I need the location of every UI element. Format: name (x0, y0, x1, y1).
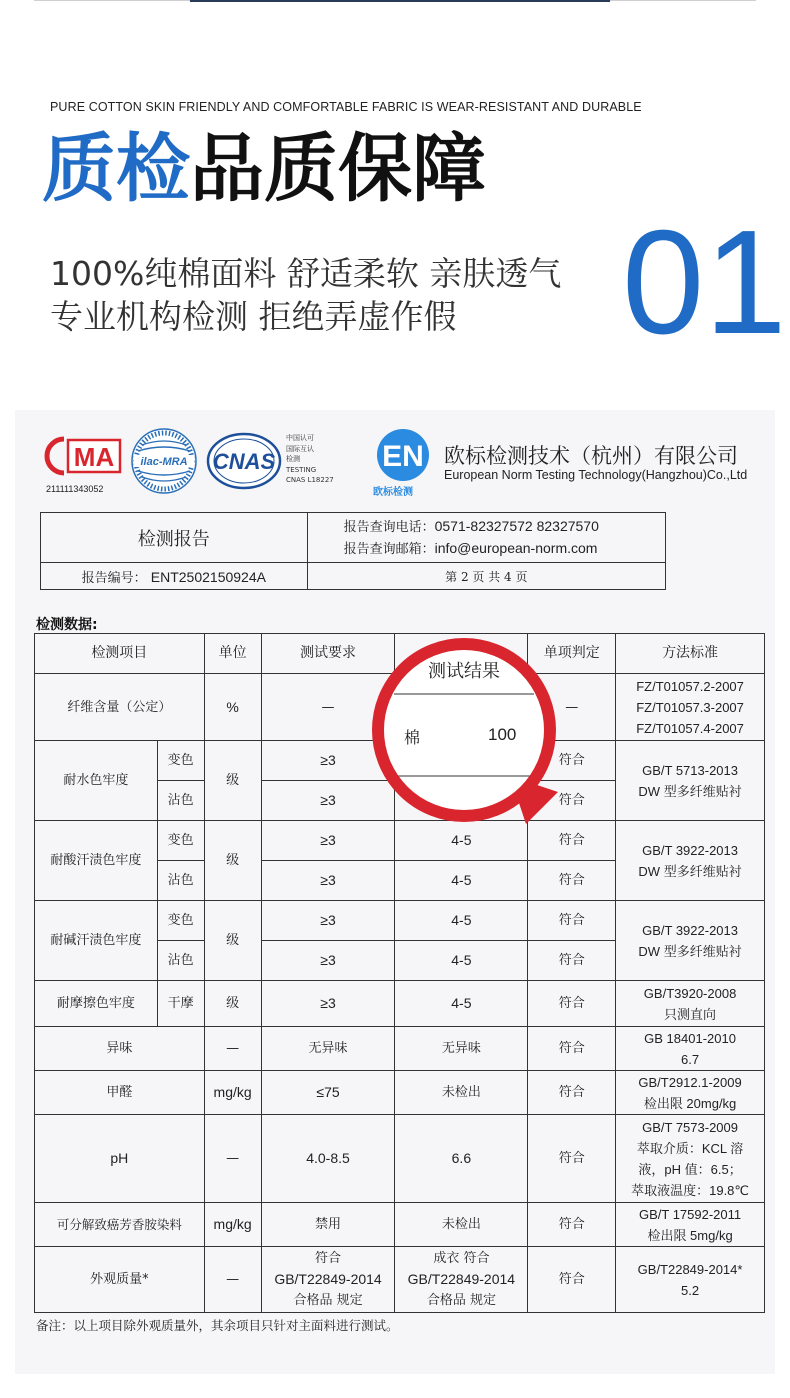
table-row: 耐碱汗渍色牢度 变色 级 ≥3 4-5 符合 GB/T 3922-2013 DW 型多纤维贴衬 (35, 901, 765, 941)
table-row: 纤维含量（公定） % — — FZ/T01057.2-2007 FZ/T01057.3-2007 FZ/T01057.4-2007 (35, 674, 765, 741)
cnas-caption: 中国认可 国际互认 检测 TESTING CNAS L18227 (286, 434, 334, 484)
tagline-1: 100%纯棉面料 舒适柔软 亲肤透气 (50, 254, 562, 293)
en-logo-text: EN (382, 440, 424, 473)
ilac-logo-text: ilac-MRA (140, 456, 188, 468)
report-number: 报告编号： ENT2502150924A (41, 563, 308, 590)
cma-logo-text: MA (73, 442, 115, 472)
tagline-2: 专业机构检测 拒绝弄虚作假 (50, 297, 457, 336)
report-info-table (40, 512, 666, 590)
table-row: 异味 — 无异味 无异味 符合 GB 18401-2010 6.7 (35, 1027, 765, 1071)
column-header: 单项判定 (528, 634, 616, 674)
column-header: 单位 (204, 634, 261, 674)
column-header: 检测项目 (35, 634, 205, 674)
table-row: 外观质量* — 符合 GB/T22849-2014 合格品 规定 成衣 符合 GB/T22849-2014 合格品 规定 符合 GB/T22849-2014* 5.2 (35, 1247, 765, 1313)
headline-accent: 质检 (42, 126, 190, 212)
magnifier-cotton-label: 棉 (404, 728, 421, 747)
column-header: 方法标准 (616, 634, 765, 674)
magnifier-cotton-value: 100 (488, 725, 517, 744)
table-row: 耐水色牢度 变色 级 ≥3 符合 GB/T 5713-2013 DW 型多纤维贴衬 (35, 741, 765, 781)
ilac-mra-logo-icon (130, 427, 198, 495)
cma-number: 211111343052 (46, 484, 104, 494)
section-number: 01 (622, 200, 787, 365)
data-section-label: 检测数据: (36, 617, 98, 633)
cnas-logo-icon (206, 432, 282, 490)
table-row: pH — 4.0-8.5 6.6 符合 GB/T 7573-2009 萃取介质：KCL 溶 液，pH 值：6.5； 萃取液温度：19.8℃ (35, 1115, 765, 1203)
table-row: 可分解致癌芳香胺染料 mg/kg 禁用 未检出 符合 GB/T 17592-2011 检出限 5mg/kg (35, 1203, 765, 1247)
cma-logo-icon (44, 436, 122, 476)
company-name-en: European Norm Testing Technology(Hangzhou)Co.,Ltd (444, 468, 748, 482)
page-headline (42, 124, 486, 214)
magnifier-title: 测试结果 (428, 661, 500, 682)
company-name-cn: 欧标检测技术（杭州）有限公司 (444, 444, 738, 468)
table-row: 沾色 ≥3 符合 (35, 781, 765, 821)
table-row: 沾色 ≥3 4-5 符合 (35, 941, 765, 981)
english-subtitle: PURE COTTON SKIN FRIENDLY AND COMFORTABLE FABRIC IS WEAR-RESISTANT AND DURABLE (50, 100, 642, 114)
column-header: 测试要求 (261, 634, 395, 674)
magnifier-callout-icon (360, 626, 560, 826)
table-row: 耐摩擦色牢度 干摩 级 ≥3 4-5 符合 GB/T3920-2008 只测直向 (35, 981, 765, 1027)
en-logo-label: 欧标检测 (373, 487, 413, 498)
cnas-logo-text: CNAS (212, 449, 276, 474)
headline-main: 品质保障 (190, 126, 486, 212)
report-title: 检测报告 (41, 513, 308, 563)
table-row: 沾色 ≥3 4-5 符合 (35, 861, 765, 901)
table-row: 耐酸汗渍色牢度 变色 级 ≥3 4-5 符合 GB/T 3922-2013 DW 型多纤维贴衬 (35, 821, 765, 861)
table-row: 甲醛 mg/kg ≤75 未检出 符合 GB/T2912.1-2009 检出限 20mg/kg (35, 1071, 765, 1115)
report-page: 第 2 页 共 4 页 (307, 563, 665, 590)
footnote: 备注：以上项目除外观质量外，其余项目只针对主面料进行测试。 (36, 1318, 399, 1333)
top-accent-bar (190, 0, 610, 2)
report-contact: 报告查询电话：0571-82327572 82327570 报告查询邮箱：info@european-norm.com (307, 513, 665, 563)
